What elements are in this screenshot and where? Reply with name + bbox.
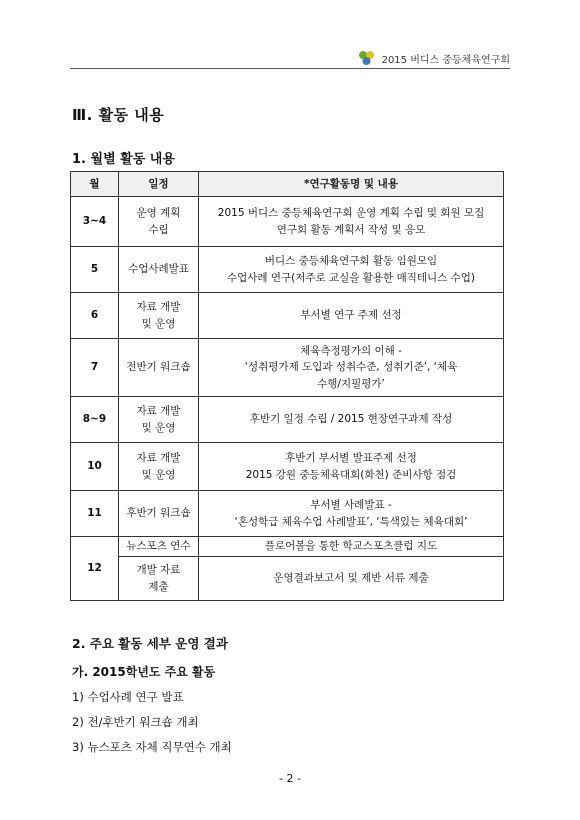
list-item: 3) 뉴스포츠 자체 직무연수 개최	[72, 740, 232, 754]
monthly-activity-table	[70, 171, 504, 601]
month-cell: 10	[71, 443, 119, 491]
content-line: 2015 강원 중등체육대회(화천) 준비사항 점검	[245, 468, 457, 481]
month-cell: 3~4	[71, 197, 119, 247]
table-row	[71, 491, 504, 537]
section2-title: 2. 주요 활동 세부 운영 결과	[72, 636, 228, 651]
schedule-cell	[119, 293, 199, 339]
schedule-line: 운영 계획	[136, 206, 181, 219]
table-row	[71, 443, 504, 491]
schedule-cell	[119, 443, 199, 491]
schedule-cell	[119, 397, 199, 443]
schedule-line: 자료 개발	[136, 404, 181, 417]
content-line: 2015 버디스 중등체육연구회 운영 계획 수립 및 회원 모집	[217, 207, 485, 220]
month-cell: 8~9	[71, 397, 119, 443]
table-row	[71, 339, 504, 397]
content-line: 운영결과보고서 및 제반 서류 제출	[273, 572, 429, 585]
column-header-month: 월	[71, 172, 119, 197]
table-row	[71, 537, 504, 557]
table-row	[71, 293, 504, 339]
content-line: 부서별 사례발표 -	[310, 499, 392, 512]
content-cell	[199, 537, 504, 557]
header-brand	[356, 50, 510, 66]
schedule-cell	[119, 557, 199, 601]
schedule-cell: 뉴스포츠 연수	[119, 537, 199, 557]
list-item: 2) 전/후반기 워크숍 개최	[72, 715, 199, 729]
content-line: 버디스 중등체육연구회 활동 임원모임	[264, 255, 438, 268]
schedule-line: 수립	[148, 223, 169, 236]
schedule-cell: 수업사례발표	[119, 247, 199, 293]
content-line: 후반기 일정 수립 / 2015 현장연구과제 작성	[249, 413, 453, 426]
month-cell: 5	[71, 247, 119, 293]
month-cell: 11	[71, 491, 119, 537]
schedule-line: 자료 개발	[136, 451, 181, 464]
header-title: 2015 버디스 중등체육연구회	[381, 54, 510, 66]
content-cell	[199, 557, 504, 601]
month-cell: 12	[71, 537, 119, 601]
content-line: 체육측정평가의 이해 -	[300, 345, 402, 358]
content-cell	[199, 491, 504, 537]
column-header-content: *연구활동명 및 내용	[199, 172, 504, 197]
schedule-cell: 전반기 워크숍	[119, 339, 199, 397]
page-number: - 2 -	[279, 772, 301, 785]
schedule-line: 및 운영	[141, 421, 176, 434]
content-cell	[199, 293, 504, 339]
column-header-schedule: 일정	[119, 172, 199, 197]
section-title: Ⅲ. 활동 내용	[72, 106, 165, 124]
clover-logo-icon	[356, 50, 378, 66]
schedule-cell: 후반기 워크숍	[119, 491, 199, 537]
table-row	[71, 397, 504, 443]
schedule-line: 개발 자료	[136, 563, 181, 576]
content-cell	[199, 197, 504, 247]
schedule-line: 및 운영	[141, 468, 176, 481]
section2-subtitle: 가. 2015학년도 주요 활동	[72, 665, 216, 679]
content-line: ‘성취평가제 도입과 성취수준, 성취기준’, ‘체육	[244, 361, 458, 374]
page-header	[70, 46, 510, 69]
content-line: 후반기 부서별 발표주제 선정	[285, 452, 417, 465]
schedule-line: 제출	[148, 580, 169, 593]
subsection-title: 1. 월별 활동 내용	[72, 152, 175, 167]
content-cell	[199, 397, 504, 443]
content-cell	[199, 247, 504, 293]
table-row	[71, 247, 504, 293]
content-line: 부서별 연구 주제 선정	[300, 309, 402, 322]
schedule-cell	[119, 197, 199, 247]
content-cell	[199, 339, 504, 397]
content-cell	[199, 443, 504, 491]
list-item: 1) 수업사례 연구 발표	[72, 690, 184, 704]
schedule-line: 자료 개발	[136, 300, 181, 313]
content-line: 수행/지필평가’	[317, 377, 385, 390]
content-line: 플로어볼을 통한 학교스포츠클럽 지도	[264, 540, 438, 553]
content-line: 수업사례 연구(저주로 교실을 활용한 매직테니스 수업)	[226, 271, 476, 284]
table-row	[71, 197, 504, 247]
content-line: ‘혼성학급 체육수업 사례발표’, ‘특색있는 체육대회’	[234, 515, 468, 528]
content-line: 연구회 활동 계획서 작성 및 응모	[276, 223, 426, 236]
schedule-line: 및 운영	[141, 317, 176, 330]
table-row	[71, 557, 504, 601]
month-cell: 6	[71, 293, 119, 339]
table-header-row	[71, 172, 504, 197]
month-cell: 7	[71, 339, 119, 397]
